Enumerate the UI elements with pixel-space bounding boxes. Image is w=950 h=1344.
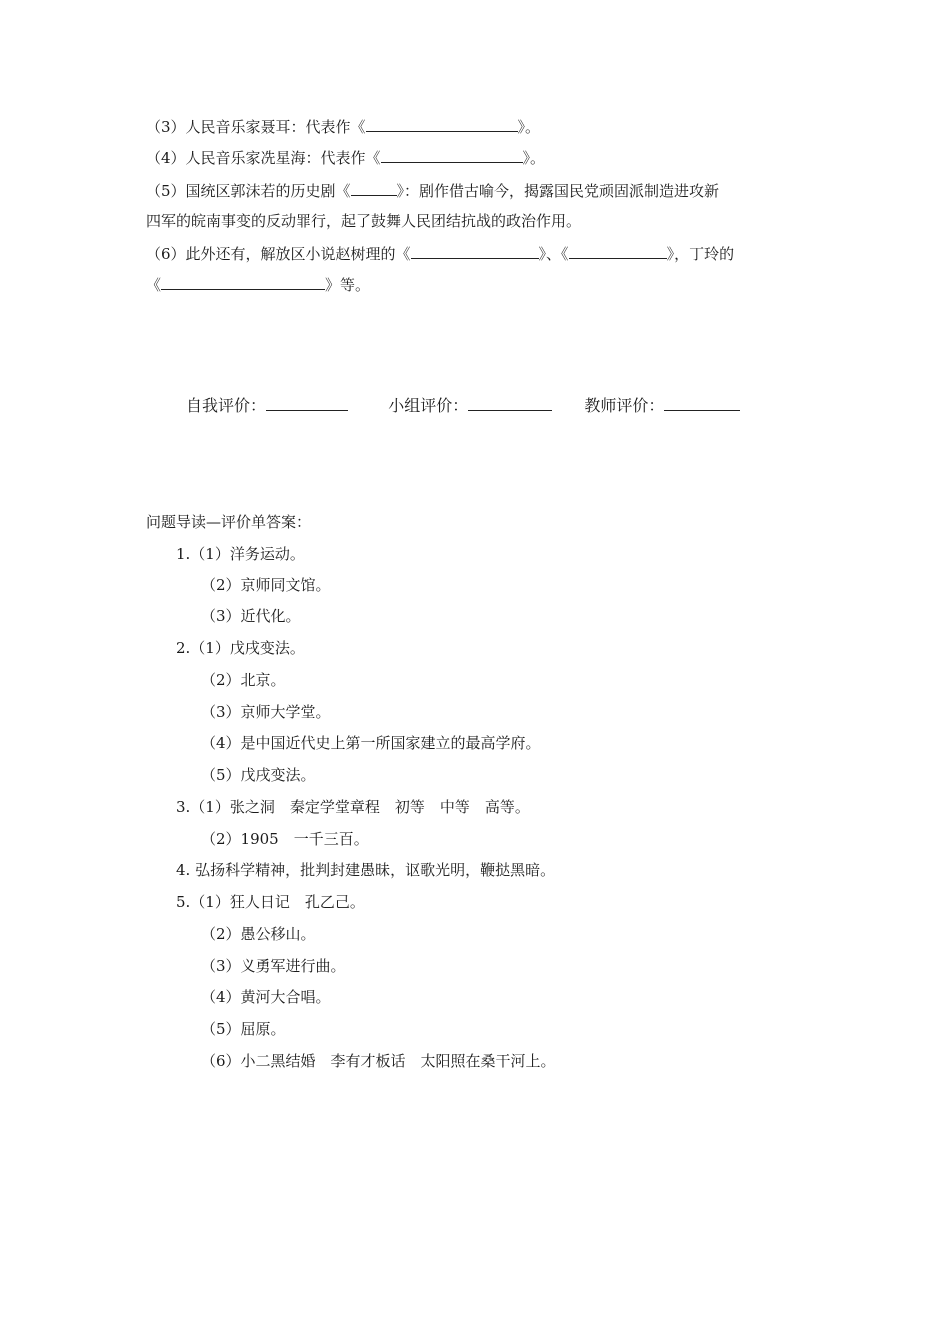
answer-item: （4）黄河大合唱。 bbox=[201, 988, 331, 1006]
answers-title: 问题导读—评价单答案： bbox=[146, 513, 312, 531]
self-evaluation-blank[interactable] bbox=[266, 395, 348, 411]
question-6-prefix: （6）此外还有，解放区小说赵树理的《 bbox=[146, 245, 411, 263]
answer-item: （2）京师同文馆。 bbox=[201, 576, 331, 594]
answer-item: （2）北京。 bbox=[201, 671, 286, 689]
question-6-line-1 bbox=[146, 243, 734, 264]
answer-item: （6）小二黑结婚 李有才板话 太阳照在桑干河上。 bbox=[201, 1052, 556, 1070]
question-4 bbox=[146, 147, 545, 168]
question-6-suffix: 》，丁玲的 bbox=[666, 245, 735, 263]
answer-item: 2.（1）戊戌变法。 bbox=[176, 639, 305, 657]
question-5-continuation: 四军的皖南事变的反动罪行，起了鼓舞人民团结抗战的政治作用。 bbox=[146, 212, 582, 230]
question-5-suffix: 》：剧作借古喻今，揭露国民党顽固派制造进攻新 bbox=[396, 182, 720, 200]
group-evaluation-label: 小组评价： bbox=[388, 396, 469, 415]
answer-item: （5）戊戌变法。 bbox=[201, 766, 316, 784]
question-4-prefix: （4）人民音乐家冼星海：代表作《 bbox=[146, 149, 381, 167]
question-5-prefix: （5）国统区郭沫若的历史剧《 bbox=[146, 182, 351, 200]
question-6-blank-2[interactable] bbox=[569, 243, 667, 259]
self-evaluation-label: 自我评价： bbox=[186, 396, 267, 415]
question-6-line-2 bbox=[146, 274, 370, 295]
question-3-suffix: 》。 bbox=[517, 118, 541, 136]
answer-item: （2）愚公移山。 bbox=[201, 925, 316, 943]
question-4-suffix: 》。 bbox=[522, 149, 546, 167]
answer-item: （3）京师大学堂。 bbox=[201, 703, 331, 721]
answer-item: （5）屈原。 bbox=[201, 1020, 286, 1038]
teacher-evaluation-blank[interactable] bbox=[664, 395, 740, 411]
answer-item: 4. 弘扬科学精神，批判封建愚昧，讴歌光明，鞭挞黑暗。 bbox=[176, 861, 556, 879]
teacher-evaluation-label: 教师评价： bbox=[584, 396, 665, 415]
answer-item: （3）义勇军进行曲。 bbox=[201, 957, 346, 975]
question-5-line-2 bbox=[146, 211, 581, 231]
question-3 bbox=[146, 116, 540, 137]
answer-item: 1.（1）洋务运动。 bbox=[176, 545, 305, 563]
question-6-mid: 》、《 bbox=[538, 245, 569, 263]
question-5-blank[interactable] bbox=[351, 180, 397, 196]
group-evaluation-blank[interactable] bbox=[468, 395, 552, 411]
evaluation-row bbox=[186, 395, 740, 416]
answer-item: 5.（1）狂人日记 孔乙己。 bbox=[176, 893, 365, 911]
question-6-blank-3[interactable] bbox=[161, 274, 325, 290]
question-6-blank-1[interactable] bbox=[411, 243, 539, 259]
answer-item: （4）是中国近代史上第一所国家建立的最高学府。 bbox=[201, 734, 541, 752]
question-3-blank[interactable] bbox=[366, 116, 518, 132]
question-4-blank[interactable] bbox=[381, 147, 523, 163]
answer-item: （2）1905 一千三百。 bbox=[201, 830, 369, 848]
question-6-line-2-prefix: 《 bbox=[146, 276, 162, 294]
answer-item: （3）近代化。 bbox=[201, 607, 301, 625]
answer-item: 3.（1）张之洞 秦定学堂章程 初等 中等 高等。 bbox=[176, 798, 530, 816]
question-5-line-1 bbox=[146, 180, 719, 201]
question-3-prefix: （3）人民音乐家聂耳：代表作《 bbox=[146, 118, 366, 136]
question-6-line-2-suffix: 》等。 bbox=[325, 276, 371, 294]
